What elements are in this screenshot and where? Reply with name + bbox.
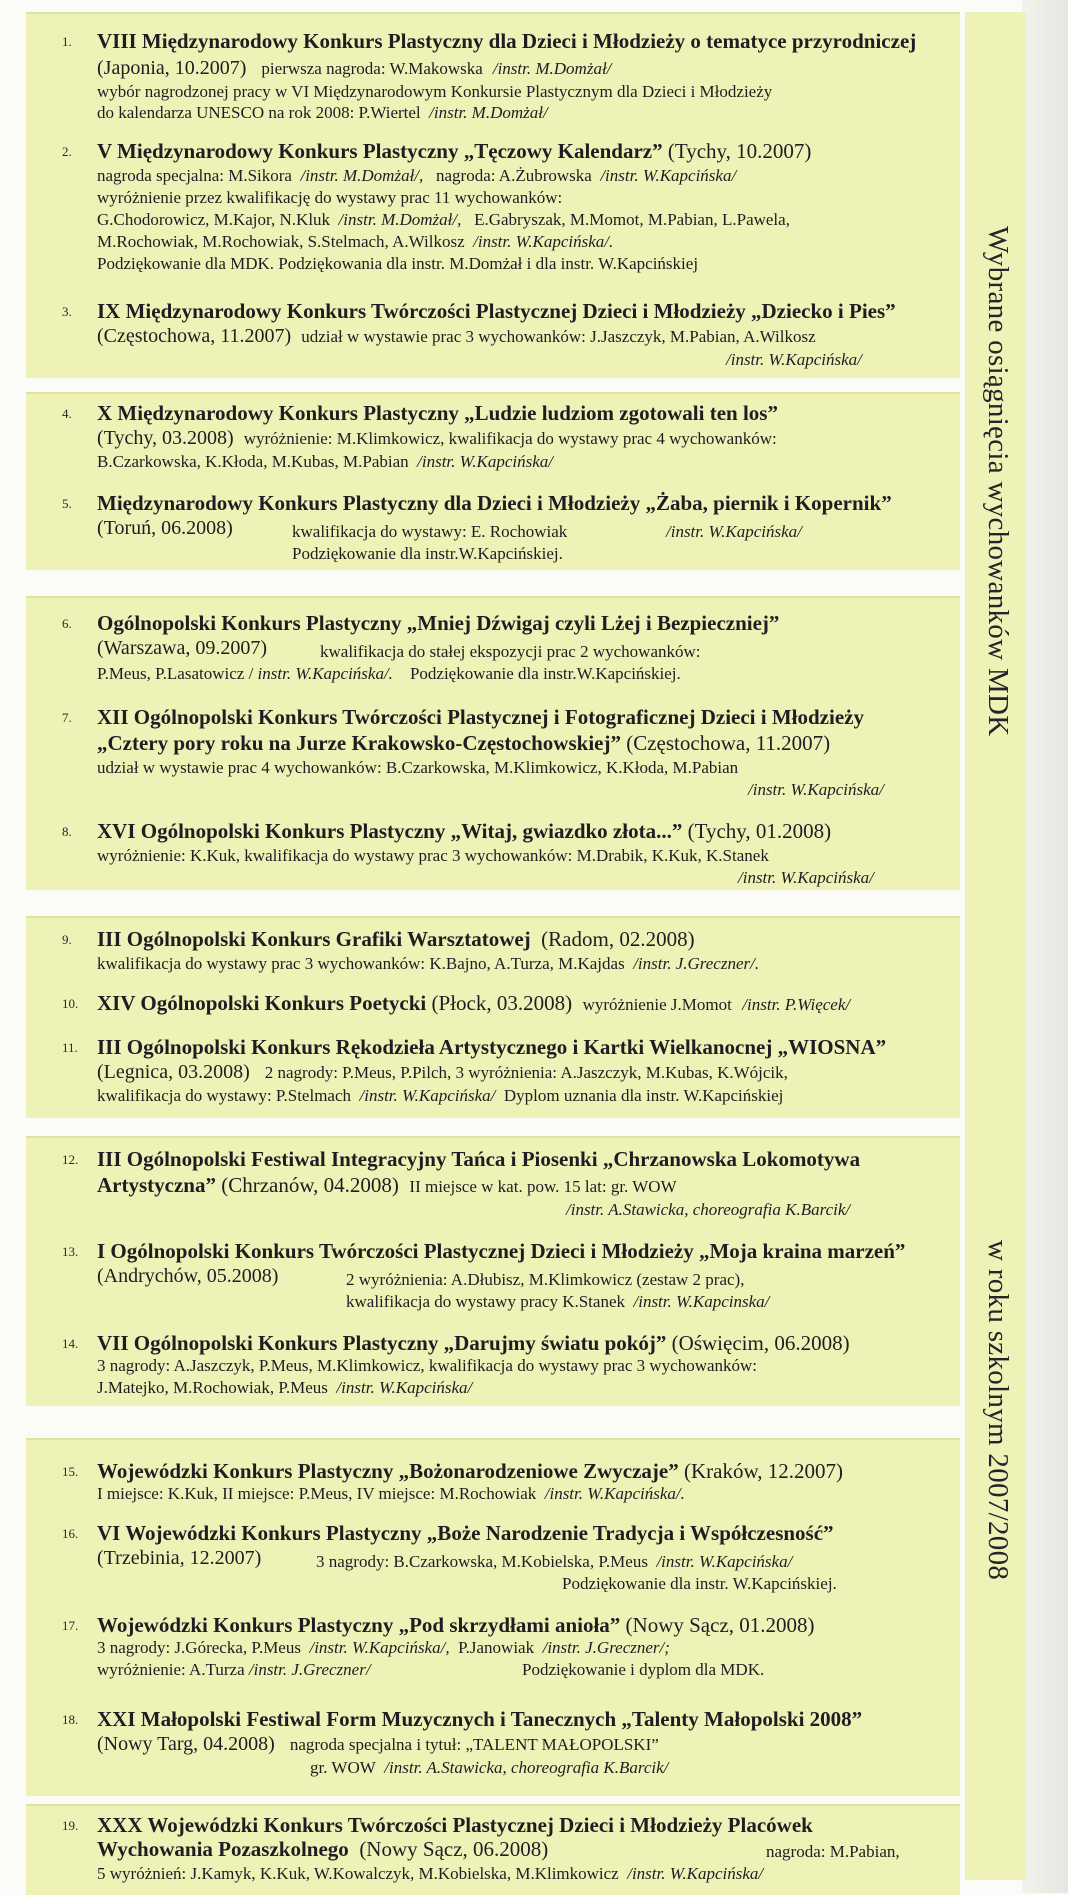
entry-line: P.Meus, P.Lasatowicz / instr. W.Kapcińska/. Podziękowanie dla instr.W.Kapcińskiej. xyxy=(97,664,681,683)
entry-line: Podziękowanie dla instr.W.Kapcińskiej. xyxy=(292,544,563,563)
entry-line: wyróżnienie: K.Kuk, kwalifikacja do wystawy prac 3 wychowanków: M.Drabik, K.Kuk, K.Stanek xyxy=(97,846,769,865)
entry-number: 19. xyxy=(62,1818,79,1833)
entry-line: kwalifikacja do wystawy: E. Rochowiak xyxy=(292,522,568,541)
entry-line: do kalendarza UNESCO na rok 2008: P.Wiertel /instr. M.Domżał/ xyxy=(97,103,548,122)
page-edge xyxy=(1022,0,1068,1893)
section-national-3 xyxy=(26,1136,960,1406)
entry-number: 9. xyxy=(62,932,72,947)
entry-number: 6. xyxy=(62,616,72,631)
entry-line: kwalifikacja do wystawy: P.Stelmach /instr. W.Kapcińska/ Dyplom uznania dla instr. W.Kapcińskiej xyxy=(97,1086,784,1105)
entry-line: wyróżnienie przez kwalifikację do wystawy prac 11 wychowanków: xyxy=(97,188,563,207)
entry-number: 5. xyxy=(62,496,72,511)
entry-title: III Ogólnopolski Festiwal Integracyjny Tańca i Piosenki „Chrzanowska Lokomotywa xyxy=(97,1147,861,1171)
entry-number: 1. xyxy=(62,34,72,49)
entry-line: nagroda: M.Pabian, xyxy=(766,1842,900,1861)
entry-number: 8. xyxy=(62,824,72,839)
entry-title: III Ogólnopolski Konkurs Rękodzieła Artystycznego i Kartki Wielkanocnej „WIOSNA” xyxy=(97,1035,887,1059)
entry-line: 5 wyróżnień: J.Kamyk, K.Kuk, W.Kowalczyk, M.Kobielska, M.Klimkowicz /instr. W.Kapcińska/ xyxy=(97,1864,764,1883)
entry-line: Podziękowanie i dyplom dla MDK. xyxy=(522,1660,765,1679)
entry-title: XIV Ogólnopolski Konkurs Poetycki (Płock, 03.2008) wyróżnienie J.Momot /instr. P.Więcek/ xyxy=(97,991,851,1015)
entry-line: 3 nagrody: B.Czarkowska, M.Kobielska, P.Meus /instr. W.Kapcińska/ xyxy=(316,1552,793,1571)
entry-title: VI Wojewódzki Konkurs Plastyczny „Boże Narodzenie Tradycja i Współczesność” xyxy=(97,1521,834,1545)
entry-line: kwalifikacja do wystawy pracy K.Stanek /instr. W.Kapcinska/ xyxy=(346,1292,770,1311)
entry-title: Ogólnopolski Konkurs Plastyczny „Mniej Dźwigaj czyli Lżej i Bezpieczniej” xyxy=(97,611,780,635)
sidebar-subtitle: w roku szkolnym 2007/2008 xyxy=(982,1240,1014,1581)
entry-line: (Warszawa, 09.2007) xyxy=(97,637,267,659)
entry-number: 2. xyxy=(62,144,72,159)
entry-line: /instr. A.Stawicka, choreografia K.Barcik/ xyxy=(566,1200,851,1219)
section-national-2 xyxy=(26,916,960,1118)
entry-title: XII Ogólnopolski Konkurs Twórczości Plastycznej i Fotograficznej Dzieci i Młodzieży xyxy=(97,705,864,729)
entry-number: 16. xyxy=(62,1526,79,1541)
entry-title: XVI Ogólnopolski Konkurs Plastyczny „Witaj, gwiazdko złota...” (Tychy, 01.2008) xyxy=(97,819,832,843)
entry-title: VIII Międzynarodowy Konkurs Plastyczny dla Dzieci i Młodzieży o tematyce przyrodniczej xyxy=(97,29,917,53)
entry-line: kwalifikacja do stałej ekspozycji prac 2 wychowanków: xyxy=(320,642,701,661)
entry-title: XXX Wojewódzki Konkurs Twórczości Plastycznej Dzieci i Młodzieży Placówek xyxy=(97,1813,813,1837)
entry-title: V Międzynarodowy Konkurs Plastyczny „Tęczowy Kalendarz” (Tychy, 10.2007) xyxy=(97,139,812,163)
entry-line: 3 nagrody: A.Jaszczyk, P.Meus, M.Klimkowicz, kwalifikacja do wystawy prac 3 wychowanków: xyxy=(97,1356,758,1375)
entry-line: /instr. W.Kapcińska/ xyxy=(726,350,862,369)
entry-line: J.Matejko, M.Rochowiak, P.Meus /instr. W.Kapcińska/ xyxy=(97,1378,473,1397)
entry-title: X Międzynarodowy Konkurs Plastyczny „Ludzie ludziom zgotowali ten los” xyxy=(97,401,778,425)
entry-title: III Ogólnopolski Konkurs Grafiki Warsztatowej (Radom, 02.2008) xyxy=(97,927,695,951)
entry-number: 7. xyxy=(62,710,72,725)
entry-number: 14. xyxy=(62,1336,79,1351)
entry-line: (Legnica, 03.2008) 2 nagrody: P.Meus, P.Pilch, 3 wyróżnienia: A.Jaszczyk, M.Kubas, K.Wójcik, xyxy=(97,1061,788,1083)
entry-title: Międzynarodowy Konkurs Plastyczny dla Dzieci i Młodzieży „Żaba, piernik i Kopernik” xyxy=(97,491,892,515)
entry-line: 2 wyróżnienia: A.Dłubisz, M.Klimkowicz (zestaw 2 prac), xyxy=(346,1270,745,1289)
entry-line: wyróżnienie: A.Turza /instr. J.Greczner/ xyxy=(97,1660,371,1679)
section-international-2 xyxy=(26,392,960,570)
entry-line: (Andrychów, 05.2008) xyxy=(97,1265,279,1287)
entry-line: M.Rochowiak, M.Rochowiak, S.Stelmach, A.Wilkosz /instr. W.Kapcińska/. xyxy=(97,232,614,251)
entry-title: Wojewódzki Konkurs Plastyczny „Bożonarodzeniowe Zwyczaje” (Kraków, 12.2007) xyxy=(97,1459,844,1483)
entry-line: (Japonia, 10.2007) pierwsza nagroda: W.Makowska /instr. M.Domżał/ xyxy=(97,57,612,79)
entry-line: /instr. W.Kapcińska/ xyxy=(666,522,802,541)
entry-line: Podziękowanie dla instr. W.Kapcińskiej. xyxy=(562,1574,837,1593)
entry-number: 13. xyxy=(62,1244,79,1259)
entry-number: 3. xyxy=(62,304,72,319)
section-regional-2 xyxy=(26,1804,960,1895)
entry-line: (Trzebinia, 12.2007) xyxy=(97,1547,262,1569)
entry-title: IX Międzynarodowy Konkurs Twórczości Plastycznej Dzieci i Młodzieży „Dziecko i Pies” xyxy=(97,299,896,323)
entry-title-cont: Wychowania Pozaszkolnego (Nowy Sącz, 06.2008) xyxy=(97,1837,549,1861)
entry-line: nagroda specjalna: M.Sikora /instr. M.Domżał/, nagroda: A.Żubrowska /instr. W.Kapcińska/ xyxy=(97,166,737,185)
entry-line: (Toruń, 06.2008) xyxy=(97,517,233,539)
entry-line: I miejsce: K.Kuk, II miejsce: P.Meus, IV miejsce: M.Rochowiak /instr. W.Kapcińska/. xyxy=(97,1484,685,1503)
entry-title-cont: Artystyczna” (Chrzanów, 04.2008) II miejsce w kat. pow. 15 lat: gr. WOW xyxy=(97,1173,677,1197)
sidebar-title: Wybrane osiągnięcia wychowanków MDK xyxy=(982,226,1014,737)
entry-title: VII Ogólnopolski Konkurs Plastyczny „Darujmy światu pokój” (Oświęcim, 06.2008) xyxy=(97,1331,850,1355)
entry-number: 18. xyxy=(62,1712,79,1727)
entry-line: (Nowy Targ, 04.2008) nagroda specjalna i tytuł: „TALENT MAŁOPOLSKI” xyxy=(97,1733,659,1755)
section-national-1 xyxy=(26,596,960,890)
entry-line: 3 nagrody: J.Górecka, P.Meus /instr. W.Kapcińska/, P.Janowiak /instr. J.Greczner/; xyxy=(97,1638,670,1657)
entry-line: /instr. W.Kapcińska/ xyxy=(748,780,884,799)
entry-number: 10. xyxy=(62,996,79,1011)
entry-number: 4. xyxy=(62,406,72,421)
entry-line: G.Chodorowicz, M.Kajor, N.Kluk /instr. M.Domżał/, E.Gabryszak, M.Momot, M.Pabian, L.Pawela, xyxy=(97,210,790,229)
entry-line: udział w wystawie prac 4 wychowanków: B.Czarkowska, M.Klimkowicz, K.Kłoda, M.Pabian xyxy=(97,758,739,777)
entry-line: wybór nagrodzonej pracy w VI Międzynarodowym Konkursie Plastycznym dla Dzieci i Młodzieży xyxy=(97,82,773,101)
entry-title: XXI Małopolski Festiwal Form Muzycznych i Tanecznych „Talenty Małopolski 2008” xyxy=(97,1707,863,1731)
entry-line: /instr. W.Kapcińska/ xyxy=(738,868,874,887)
entry-line: Podziękowanie dla MDK. Podziękowania dla instr. M.Domżał i dla instr. W.Kapcińskiej xyxy=(97,254,699,273)
entry-line: gr. WOW /instr. A.Stawicka, choreografia K.Barcik/ xyxy=(310,1758,669,1777)
entry-line: kwalifikacja do wystawy prac 3 wychowanków: K.Bajno, A.Turza, M.Kajdas /instr. J.Greczner/. xyxy=(97,954,760,973)
entry-number: 11. xyxy=(62,1040,78,1055)
entry-number: 12. xyxy=(62,1152,79,1167)
entry-line: B.Czarkowska, K.Kłoda, M.Kubas, M.Pabian /instr. W.Kapcińska/ xyxy=(97,452,553,471)
entry-line: (Częstochowa, 11.2007) udział w wystawie prac 3 wychowanków: J.Jaszczyk, M.Pabian, A.Wilkosz xyxy=(97,325,816,347)
section-international-1 xyxy=(26,12,960,378)
entry-number: 15. xyxy=(62,1464,79,1479)
entry-title-cont: „Cztery pory roku na Jurze Krakowsko-Częstochowskiej” (Częstochowa, 11.2007) xyxy=(97,731,831,755)
section-regional-1 xyxy=(26,1438,960,1796)
entry-number: 17. xyxy=(62,1618,79,1633)
entry-line: (Tychy, 03.2008) wyróżnienie: M.Klimkowicz, kwalifikacja do wystawy prac 4 wychowanków: xyxy=(97,427,777,449)
entry-title: Wojewódzki Konkurs Plastyczny „Pod skrzydłami anioła” (Nowy Sącz, 01.2008) xyxy=(97,1613,815,1637)
entry-title: I Ogólnopolski Konkurs Twórczości Plastycznej Dzieci i Młodzieży „Moja kraina marzeń” xyxy=(97,1239,906,1263)
